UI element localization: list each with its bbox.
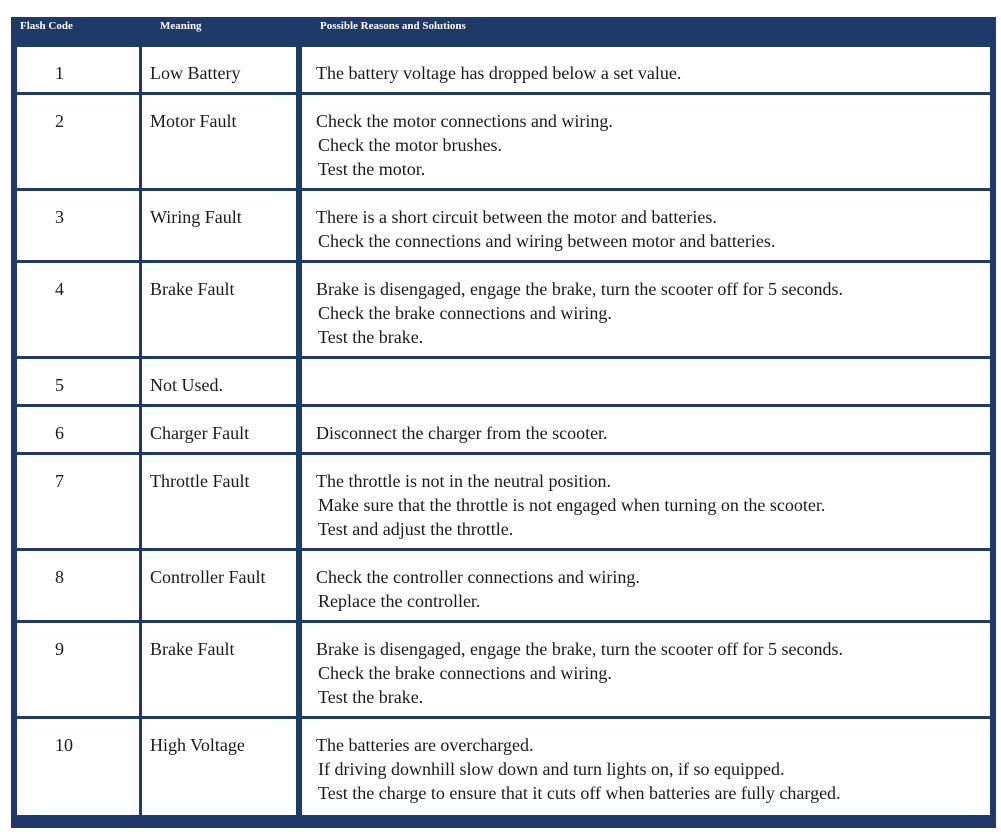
solutions-cell <box>302 719 990 815</box>
solution-line: Test the motor. <box>318 159 426 179</box>
header-solutions: Possible Reasons and Solutions <box>320 20 466 32</box>
solution-line: Check the controller connections and wiring. <box>316 567 640 587</box>
solutions-cell <box>302 623 990 719</box>
table-row <box>17 407 990 455</box>
solution-line: There is a short circuit between the motor and batteries. <box>316 207 717 227</box>
solution-line: Make sure that the throttle is not engaged when turning on the scooter. <box>318 495 826 515</box>
solution-line: Disconnect the charger from the scooter. <box>316 423 608 443</box>
fault-code-table-frame <box>11 17 996 828</box>
meaning-cell: High Voltage <box>142 719 302 815</box>
meaning-cell: Throttle Fault <box>142 455 302 551</box>
solutions-cell <box>302 551 990 623</box>
flash-code-cell: 1 <box>17 47 142 95</box>
meaning-cell: Charger Fault <box>142 407 302 455</box>
flash-code-cell: 2 <box>17 95 142 191</box>
fault-code-table <box>17 47 990 815</box>
meaning-cell: Brake Fault <box>142 623 302 719</box>
header-flash-code: Flash Code <box>20 20 73 32</box>
flash-code-cell: 4 <box>17 263 142 359</box>
meaning-cell: Not Used. <box>142 359 302 407</box>
meaning-cell: Controller Fault <box>142 551 302 623</box>
solution-line: Test the brake. <box>318 327 424 347</box>
meaning-cell: Low Battery <box>142 47 302 95</box>
solutions-cell <box>302 407 990 455</box>
solution-line: Brake is disengaged, engage the brake, turn the scooter off for 5 seconds. <box>316 639 843 659</box>
table-row <box>17 359 990 407</box>
meaning-cell: Motor Fault <box>142 95 302 191</box>
table-row <box>17 263 990 359</box>
solution-line: Brake is disengaged, engage the brake, turn the scooter off for 5 seconds. <box>316 279 843 299</box>
solutions-cell <box>302 359 990 407</box>
solution-line: Check the motor connections and wiring. <box>316 111 613 131</box>
meaning-cell: Wiring Fault <box>142 191 302 263</box>
header-meaning: Meaning <box>160 20 202 32</box>
solution-line: Test the charge to ensure that it cuts off when batteries are fully charged. <box>318 783 841 803</box>
table-row <box>17 95 990 191</box>
solution-line: Check the connections and wiring between motor and batteries. <box>318 231 776 251</box>
flash-code-cell: 9 <box>17 623 142 719</box>
table-row <box>17 191 990 263</box>
flash-code-cell: 3 <box>17 191 142 263</box>
table-row <box>17 551 990 623</box>
table-row <box>17 719 990 815</box>
solutions-cell <box>302 95 990 191</box>
solution-line: Check the brake connections and wiring. <box>318 663 612 683</box>
solution-line: Replace the controller. <box>318 591 481 611</box>
solution-line: The throttle is not in the neutral position. <box>316 471 611 491</box>
solutions-cell <box>302 47 990 95</box>
flash-code-cell: 8 <box>17 551 142 623</box>
table-row <box>17 47 990 95</box>
table-row <box>17 455 990 551</box>
flash-code-cell: 5 <box>17 359 142 407</box>
solution-line: If driving downhill slow down and turn lights on, if so equipped. <box>318 759 785 779</box>
solutions-cell <box>302 263 990 359</box>
flash-code-cell: 10 <box>17 719 142 815</box>
solution-line: Check the brake connections and wiring. <box>318 303 612 323</box>
solution-line: Check the motor brushes. <box>318 135 502 155</box>
table-row <box>17 623 990 719</box>
solution-line: The battery voltage has dropped below a set value. <box>316 63 682 83</box>
solution-line: Test and adjust the throttle. <box>318 519 514 539</box>
flash-code-cell: 7 <box>17 455 142 551</box>
meaning-cell: Brake Fault <box>142 263 302 359</box>
solution-line: Test the brake. <box>318 687 424 707</box>
solutions-cell <box>302 455 990 551</box>
flash-code-cell: 6 <box>17 407 142 455</box>
solution-line: The batteries are overcharged. <box>316 735 534 755</box>
solutions-cell <box>302 191 990 263</box>
table-header <box>11 17 996 47</box>
